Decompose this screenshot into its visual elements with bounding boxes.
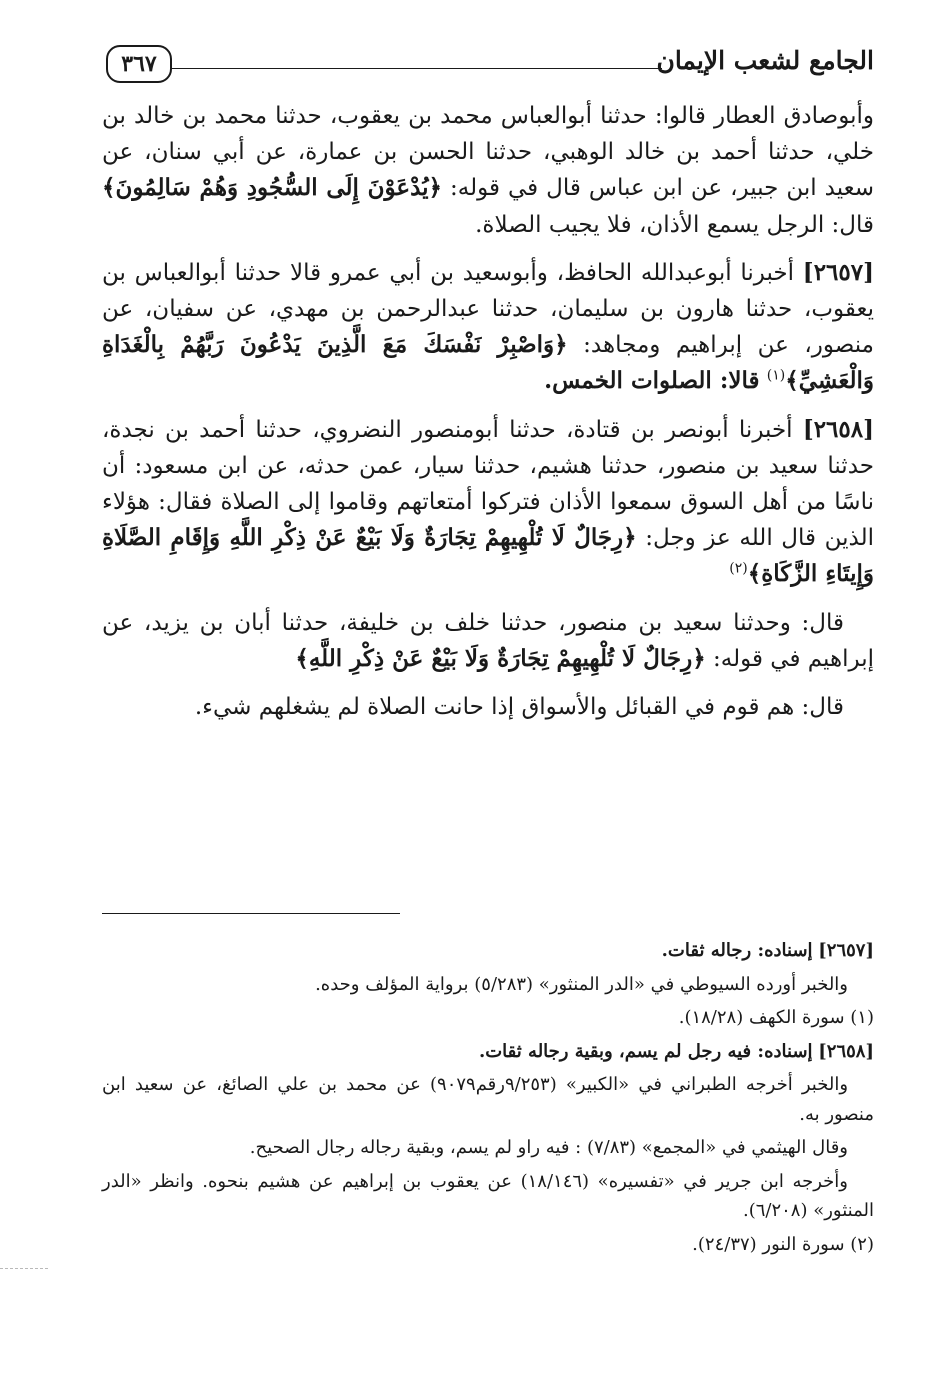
quran-verse: ﴿رِجَالٌ لَا تُلْهِيهِمْ تِجَارَةٌ وَلَا بَيْعٌ عَنْ ذِكْرِ اللَّهِ وَإِقَامِ الصَّلَاةِ وَإِيتَاءِ الزَّكَاةِ﴾ bbox=[102, 524, 874, 588]
footnote-2658 bbox=[102, 1037, 874, 1067]
footnotes bbox=[102, 936, 874, 1263]
header-rule bbox=[172, 68, 662, 69]
paragraph-5 bbox=[102, 689, 874, 725]
paragraph-4 bbox=[102, 605, 874, 677]
footnote-marker[interactable]: (١) bbox=[766, 367, 786, 384]
main-text bbox=[102, 98, 874, 737]
paragraph-2657 bbox=[102, 255, 874, 400]
paragraph-2658 bbox=[102, 412, 874, 593]
footnote-1: (١) سورة الكهف (١٨/٢٨). bbox=[678, 1007, 874, 1028]
footnote-text: إسناده: فيه رجل لم يسم، وبقية رجاله ثقات. bbox=[478, 1040, 813, 1062]
footnote-separator bbox=[102, 913, 400, 914]
paragraph-1-end: قال: الرجل يسمع الأذان، فلا يجيب الصلاة. bbox=[475, 211, 874, 238]
quran-verse: ﴿وَاصْبِرْ نَفْسَكَ مَعَ الَّذِينَ يَدْعُونَ رَبَّهُمْ بِالْغَدَاةِ وَالْعَشِيِّ﴾ bbox=[102, 331, 874, 395]
running-title: الجامع لشعب الإيمان bbox=[656, 46, 874, 75]
footnote-text: وأخرجه ابن جرير في «تفسيره» (١٨/١٤٦) عن يعقوب بن إبراهيم عن هشيم بنحوه. وانظر «الدر المنثور» (٦/٢٠٨). bbox=[102, 1170, 874, 1221]
quran-verse: ﴿رِجَالٌ لَا تُلْهِيهِمْ تِجَارَةٌ وَلَا بَيْعٌ عَنْ ذِكْرِ اللَّهِ﴾ bbox=[295, 644, 706, 672]
footnote-text: والخبر أورده السيوطي في «الدر المنثور» (٥/٢٨٣) برواية المؤلف وحده. bbox=[315, 973, 848, 995]
paragraph-4-text: قال: وحدثنا سعيد بن منصور، حدثنا خلف بن خليفة، حدثنا أبان بن يزيد، عن إبراهيم في قوله: bbox=[102, 609, 874, 672]
paragraph-3-text: أخبرنا أبونصر بن قتادة، حدثنا أبومنصور النضروي، حدثنا أحمد بن نجدة، حدثنا سعيد بن منصور، حدثنا هشيم، حدثنا سيار، عمن حدثه، عن ابن مسعود: أن ناسًا من أهل السوق سمعوا الأذان فتركوا أمتعاتهم وقاموا إلى الصلاة فقال: هؤلاء الذين قال الله عز وجل: bbox=[102, 416, 875, 552]
quran-verse: ﴿يُدْعَوْنَ إِلَى السُّجُودِ وَهُمْ سَالِمُونَ﴾ bbox=[102, 174, 443, 202]
paragraph-1-text: وأبوصادق العطار قالوا: حدثنا أبوالعباس محمد بن يعقوب، حدثنا محمد بن خالد بن خلي، حدثنا أحمد بن خالد الوهبي، حدثنا الحسن بن عمارة، عن أبي سنان، عن سعيد ابن جبير، عن ابن عباس قال في قوله: bbox=[102, 103, 875, 202]
footnote-2657 bbox=[102, 936, 874, 966]
footnote-text: إسناده: رجاله ثقات. bbox=[661, 940, 813, 961]
page-header bbox=[102, 40, 874, 92]
hadith-number: [٢٦٥٨] bbox=[802, 415, 875, 443]
scan-margin-mark bbox=[0, 1268, 48, 1269]
paragraph-5-text: قال: هم قوم في القبائل والأسواق إذا حانت الصلاة لم يشغلهم شيء. bbox=[194, 694, 844, 721]
footnote-text: وقال الهيثمي في «المجمع» (٧/٨٣) : فيه راو لم يسم، وبقية رجاله رجال الصحيح. bbox=[249, 1137, 848, 1158]
footnote-number: [٢٦٥٧] bbox=[818, 940, 874, 961]
footnote-number: [٢٦٥٨] bbox=[818, 1040, 874, 1062]
page-number: ٣٦٧ bbox=[106, 45, 172, 83]
paragraph-2-end: قالا: الصلوات الخمس. bbox=[544, 367, 760, 395]
footnote-2: (٢) سورة النور (٢٤/٣٧). bbox=[692, 1233, 874, 1255]
footnote-text: والخبر أخرجه الطبراني في «الكبير» (٩/٢٥٣رقم٩٠٧٩) عن محمد بن علي الصائغ، عن سعيد ابن منصور به. bbox=[102, 1074, 874, 1125]
paragraph-2-text: أخبرنا أبوعبدالله الحافظ، وأبوسعيد بن أبي عمرو قالا حدثنا أبوالعباس بن يعقوب، حدثنا هارون بن سليمان، حدثنا عبدالرحمن بن مهدي، عن سفيان، عن منصور، عن إبراهيم ومجاهد: bbox=[102, 259, 875, 359]
hadith-number: [٢٦٥٧] bbox=[802, 258, 874, 286]
footnote-marker[interactable]: (٢) bbox=[729, 560, 748, 577]
paragraph-1 bbox=[102, 98, 874, 243]
book-page bbox=[102, 40, 874, 1340]
